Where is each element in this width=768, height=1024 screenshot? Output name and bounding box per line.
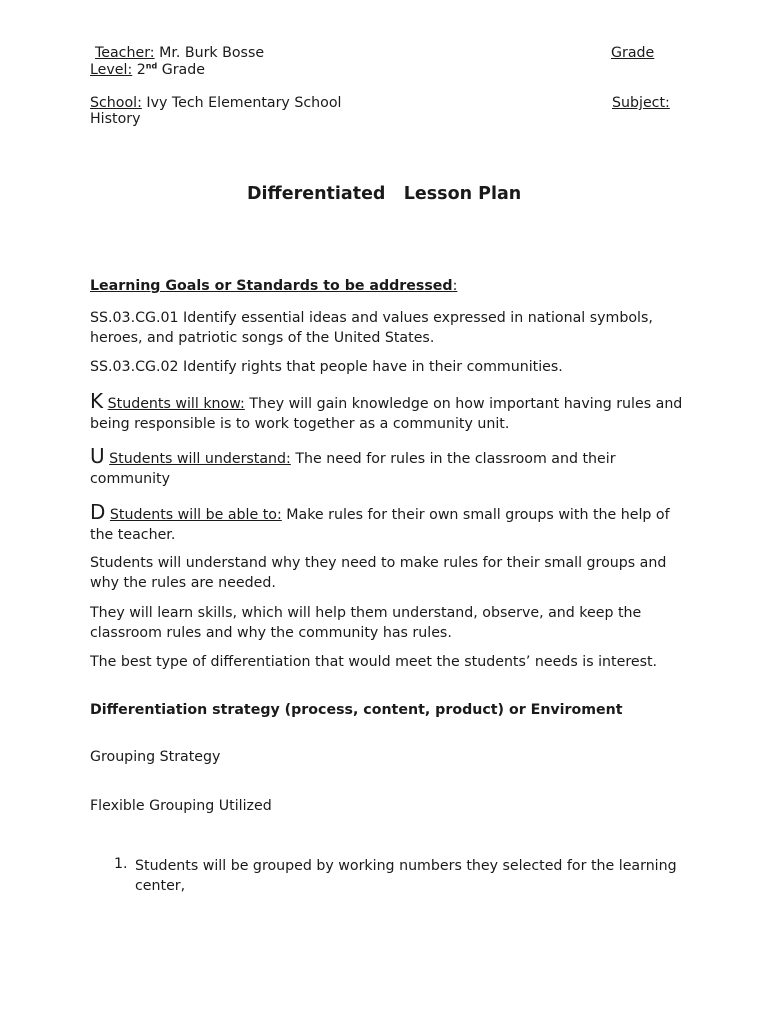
school-value: Ivy Tech Elementary School: [141, 95, 342, 111]
u-text: The need for rules in the classroom and their community: [90, 451, 616, 487]
d-label: Students will be able to:: [109, 507, 282, 523]
standard-1: SS.03.CG.01 Identify essential ideas and values expressed in national symbols, heroes, and patriotic songs of the United States.: [90, 310, 653, 346]
flexible-grouping: Flexible Grouping Utilized: [90, 798, 272, 814]
grade-line: [90, 62, 205, 78]
paragraph-1: Students will understand why they need to make rules for their small groups and why the rules are needed.: [90, 555, 667, 591]
teacher-line: [95, 45, 264, 61]
goals-heading: Learning Goals or Standards to be addressed:: [90, 278, 458, 294]
teacher-label: Teacher:: [95, 45, 155, 61]
school-line: [90, 95, 341, 111]
standard-2: SS.03.CG.02 Identify rights that people have in their communities.: [90, 359, 563, 375]
kud-understand: [90, 446, 690, 489]
kud-do: [90, 502, 690, 545]
list-item-1-number: 1.: [114, 856, 128, 872]
kud-know: [90, 391, 690, 434]
k-text: They will gain knowledge on how important having rules and being responsible is to work together as a community unit.: [90, 396, 683, 432]
teacher-value: Mr. Burk Bosse: [154, 45, 265, 61]
strategy-heading: Differentiation strategy (process, content, product) or Enviroment: [90, 702, 623, 718]
school-label: School:: [90, 95, 142, 111]
k-label: Students will know:: [107, 396, 245, 412]
d-text: Make rules for their own small groups with the help of the teacher.: [90, 507, 670, 543]
grade-value-text: Grade: [157, 62, 205, 78]
grade-value-num: 2: [132, 62, 146, 78]
subject-value: History: [90, 111, 141, 127]
paragraph-2: They will learn skills, which will help them understand, observe, and keep the classroom rules and why the community has rules.: [90, 605, 642, 641]
u-letter: U: [90, 444, 105, 468]
grade-label-part1: Grade: [611, 45, 655, 61]
list-item-1-text: Students will be grouped by working numbers they selected for the learning center,: [135, 858, 677, 894]
d-letter: D: [90, 500, 106, 524]
grade-label-part2: Level:: [90, 62, 133, 78]
grade-value-sup: nd: [145, 61, 158, 71]
u-label: Students will understand:: [109, 451, 291, 467]
k-letter: K: [90, 389, 104, 413]
subject-label: Subject:: [612, 95, 670, 111]
grouping-strategy: Grouping Strategy: [90, 749, 221, 765]
paragraph-3: The best type of differentiation that would meet the students’ needs is interest.: [90, 654, 658, 670]
page-title: Differentiated Lesson Plan: [247, 184, 522, 204]
